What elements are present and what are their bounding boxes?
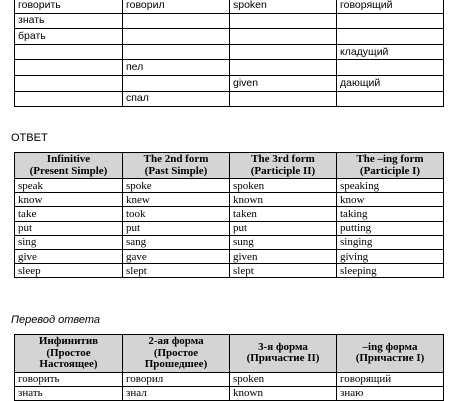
table-row (15, 91, 444, 107)
table-cell: знаю (337, 386, 444, 400)
table-cell: говорящий (337, 0, 444, 13)
table-cell: taking (337, 207, 444, 221)
column-header-line: 2-ая форма (148, 335, 204, 347)
table-cell (123, 75, 230, 91)
table-row (15, 221, 444, 235)
column-header-line: 3-я форма (258, 340, 308, 353)
column-header-line: –ing форма (362, 340, 418, 353)
column-header (337, 335, 444, 373)
table-cell: знать (15, 13, 123, 29)
column-header (337, 153, 444, 179)
table-cell: putting (337, 221, 444, 235)
table-cell: spoken (230, 0, 337, 13)
table-cell: говорил (123, 0, 230, 13)
table-cell: говорил (123, 372, 230, 386)
table-cell: taken (230, 207, 337, 221)
table-cell: slept (123, 264, 230, 278)
table-cell (337, 13, 444, 29)
column-header-line: (Причастие II) (246, 352, 320, 365)
table-cell (230, 29, 337, 45)
answer-table (14, 152, 444, 278)
table-row (15, 29, 444, 45)
column-header-line: The 3rd form (251, 153, 315, 165)
column-header-line: (Participle II) (250, 164, 316, 177)
column-header (123, 153, 230, 179)
table-cell (230, 13, 337, 29)
table-row (15, 372, 444, 386)
column-header-line: (Past Simple) (144, 164, 208, 177)
table-row (15, 75, 444, 91)
table-row (15, 207, 444, 221)
table-cell: брать (15, 29, 123, 45)
table-cell: знал (123, 386, 230, 400)
column-header-line: (Present Simple) (29, 164, 108, 177)
column-header-line: (Причастие I) (355, 352, 425, 365)
table-cell: пел (123, 60, 230, 76)
exercise-table (14, 0, 444, 107)
table-cell: sing (15, 235, 123, 249)
table-cell (337, 29, 444, 45)
translation-label: Перевод ответа (11, 314, 101, 326)
table-cell: spoken (230, 179, 337, 193)
table-cell (230, 91, 337, 107)
table-cell: gave (123, 249, 230, 263)
table-cell (337, 60, 444, 76)
table-cell: put (15, 221, 123, 235)
table-row (15, 193, 444, 207)
column-header (230, 335, 337, 373)
table-cell: took (123, 207, 230, 221)
table-cell: sang (123, 235, 230, 249)
table-cell (123, 13, 230, 29)
column-header-line: (Participle I) (359, 164, 421, 177)
table-cell: speak (15, 179, 123, 193)
answer-label: ОТВЕТ (11, 132, 48, 144)
table-row (15, 386, 444, 400)
table-cell: known (230, 386, 337, 400)
table-row (15, 235, 444, 249)
table-cell: говорящий (337, 372, 444, 386)
column-header-line: Инфинитив (38, 335, 99, 347)
table-cell: take (15, 207, 123, 221)
table-cell: дающий (337, 75, 444, 91)
table-cell: sung (230, 235, 337, 249)
table-cell: given (230, 75, 337, 91)
table-cell: spoke (123, 179, 230, 193)
table-cell: sleep (15, 264, 123, 278)
column-header-line: Infinitive (46, 153, 91, 165)
column-header (123, 335, 230, 373)
column-header-line: (Простое (46, 346, 91, 359)
table-cell: sleeping (337, 264, 444, 278)
table-row (15, 264, 444, 278)
table-cell: known (230, 193, 337, 207)
table-cell: спал (123, 91, 230, 107)
column-header (15, 153, 123, 179)
table-row (15, 60, 444, 76)
table-cell (230, 60, 337, 76)
table-cell (123, 44, 230, 60)
column-header-line: (Простое (153, 346, 199, 359)
table-cell (15, 75, 123, 91)
table-cell: spoken (230, 372, 337, 386)
table-cell: give (15, 249, 123, 263)
table-cell (15, 60, 123, 76)
table-cell: знать (15, 386, 123, 400)
table-cell: put (230, 221, 337, 235)
table-cell (123, 29, 230, 45)
table-cell (15, 44, 123, 60)
table-cell: говорить (15, 0, 123, 13)
table-row (15, 13, 444, 29)
table-row (15, 249, 444, 263)
table-cell: singing (337, 235, 444, 249)
table-cell: slept (230, 264, 337, 278)
column-header-line: Настоящее) (39, 358, 98, 370)
column-header-line: The –ing form (356, 153, 424, 165)
translation-table (14, 334, 444, 401)
table-row (15, 0, 444, 13)
table-cell: put (123, 221, 230, 235)
column-header-line: Прошедшее) (144, 358, 208, 370)
table-cell: know (15, 193, 123, 207)
table-cell: speaking (337, 179, 444, 193)
table-cell: кладущий (337, 44, 444, 60)
table-cell (337, 91, 444, 107)
table-cell: given (230, 249, 337, 263)
column-header (15, 335, 123, 373)
table-cell (15, 91, 123, 107)
table-cell: говорить (15, 372, 123, 386)
table-cell: knew (123, 193, 230, 207)
column-header (230, 153, 337, 179)
table-row (15, 44, 444, 60)
table-cell (230, 44, 337, 60)
table-cell: know (337, 193, 444, 207)
table-cell: giving (337, 249, 444, 263)
table-row (15, 179, 444, 193)
column-header-line: The 2nd form (143, 153, 209, 165)
